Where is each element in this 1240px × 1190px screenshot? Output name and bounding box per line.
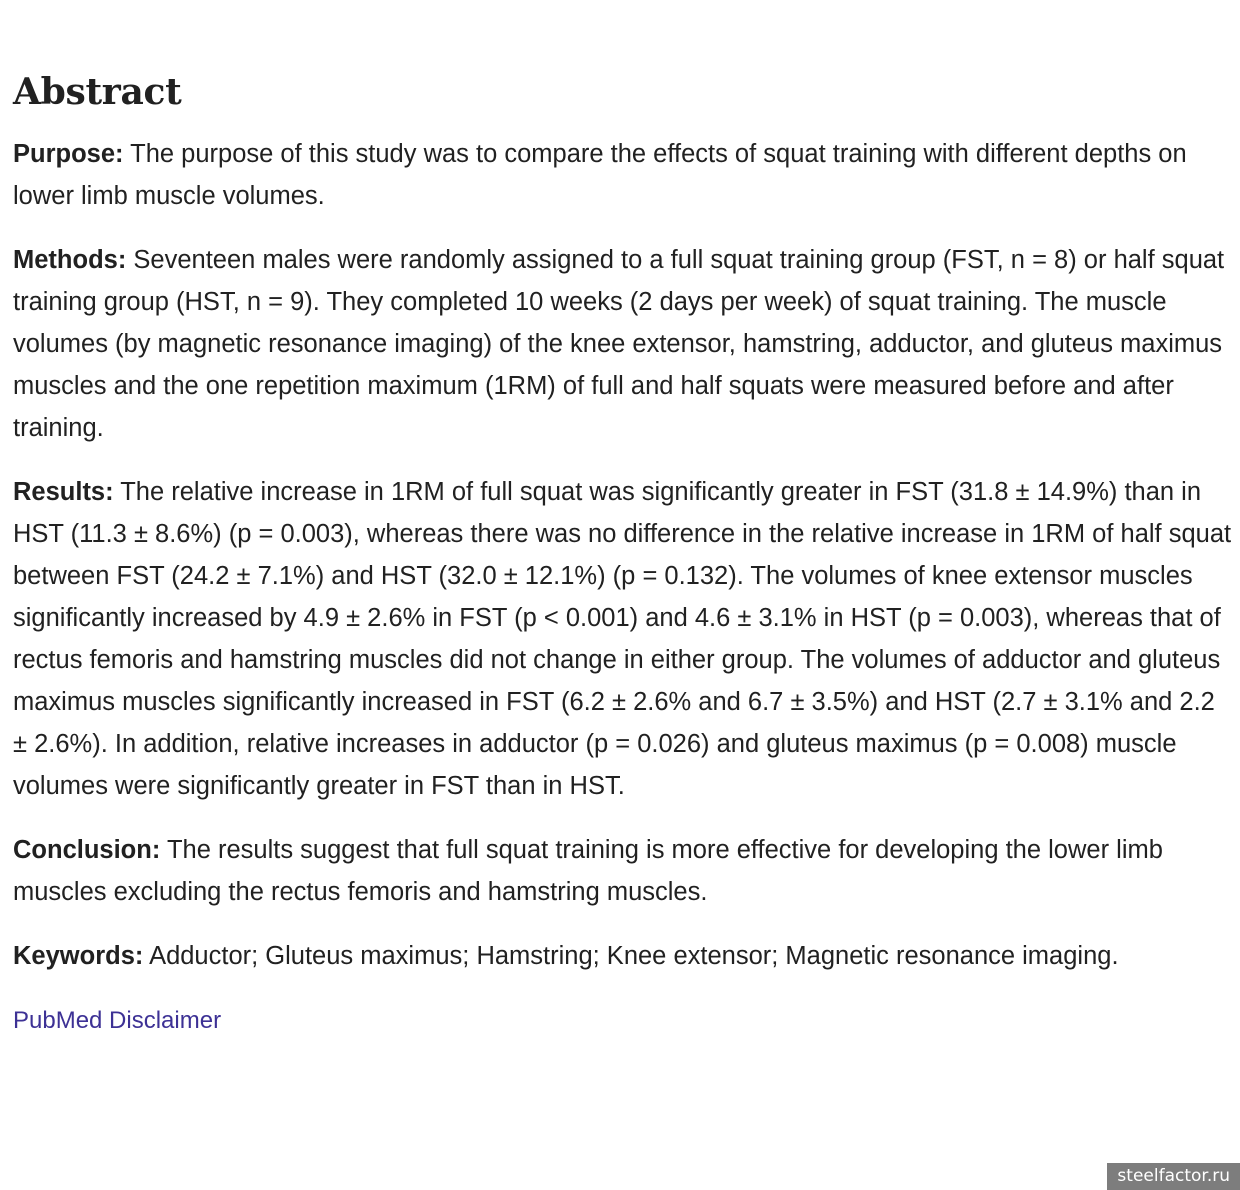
methods-text: Seventeen males were randomly assigned to a full squat training group (FST, n = 8) or half squat training group (HST, n = 9). They completed 10 weeks (2 days per week) of squat training. The muscle volumes (by magnetic resonance imaging) of the knee extensor, hamstring, adductor, and gluteus maximus muscles and the one repetition maximum (1RM) of full and half squats were measured before and after training.: [13, 246, 1225, 442]
watermark: steelfactor.ru: [1107, 1163, 1240, 1190]
methods-label: Methods:: [13, 246, 127, 274]
purpose-label: Purpose:: [13, 140, 124, 168]
conclusion-text: The results suggest that full squat training is more effective for developing the lower limb muscles excluding the rectus femoris and hamstring muscles.: [13, 836, 1163, 906]
abstract-keywords: [13, 935, 1235, 977]
keywords-label: Keywords:: [13, 942, 144, 970]
abstract-conclusion: [13, 829, 1235, 913]
abstract-methods: [13, 239, 1235, 449]
conclusion-label: Conclusion:: [13, 836, 161, 864]
pubmed-disclaimer-link[interactable]: PubMed Disclaimer: [13, 1007, 222, 1034]
results-label: Results:: [13, 478, 114, 506]
keywords-text: Adductor; Gluteus maximus; Hamstring; Knee extensor; Magnetic resonance imaging.: [149, 942, 1119, 970]
abstract-section: [13, 70, 1235, 1037]
cut-off-author-links: [13, 0, 1213, 6]
purpose-text: The purpose of this study was to compare the effects of squat training with different depths on lower limb muscle volumes.: [13, 140, 1187, 210]
abstract-heading: Abstract: [13, 71, 182, 113]
results-text: The relative increase in 1RM of full squat was significantly greater in FST (31.8 ± 14.9%) than in HST (11.3 ± 8.6%) (p = 0.003), whereas there was no difference in the relative increase in 1RM of half squat between FST (24.2 ± 7.1%) and HST (32.0 ± 12.1%) (p = 0.132). The volumes of knee extensor muscles significantly increased by 4.9 ± 2.6% in FST (p < 0.001) and 4.6 ± 3.1% in HST (p = 0.003), whereas that of rectus femoris and hamstring muscles did not change in either group. The volumes of adductor and gluteus maximus muscles significantly increased in FST (6.2 ± 2.6% and 6.7 ± 3.5%) and HST (2.7 ± 3.1% and 2.2 ± 2.6%). In addition, relative increases in adductor (p = 0.026) and gluteus maximus (p = 0.008) muscle volumes were significantly greater in FST than in HST.: [13, 478, 1232, 800]
abstract-purpose: [13, 133, 1235, 217]
abstract-results: [13, 471, 1235, 807]
